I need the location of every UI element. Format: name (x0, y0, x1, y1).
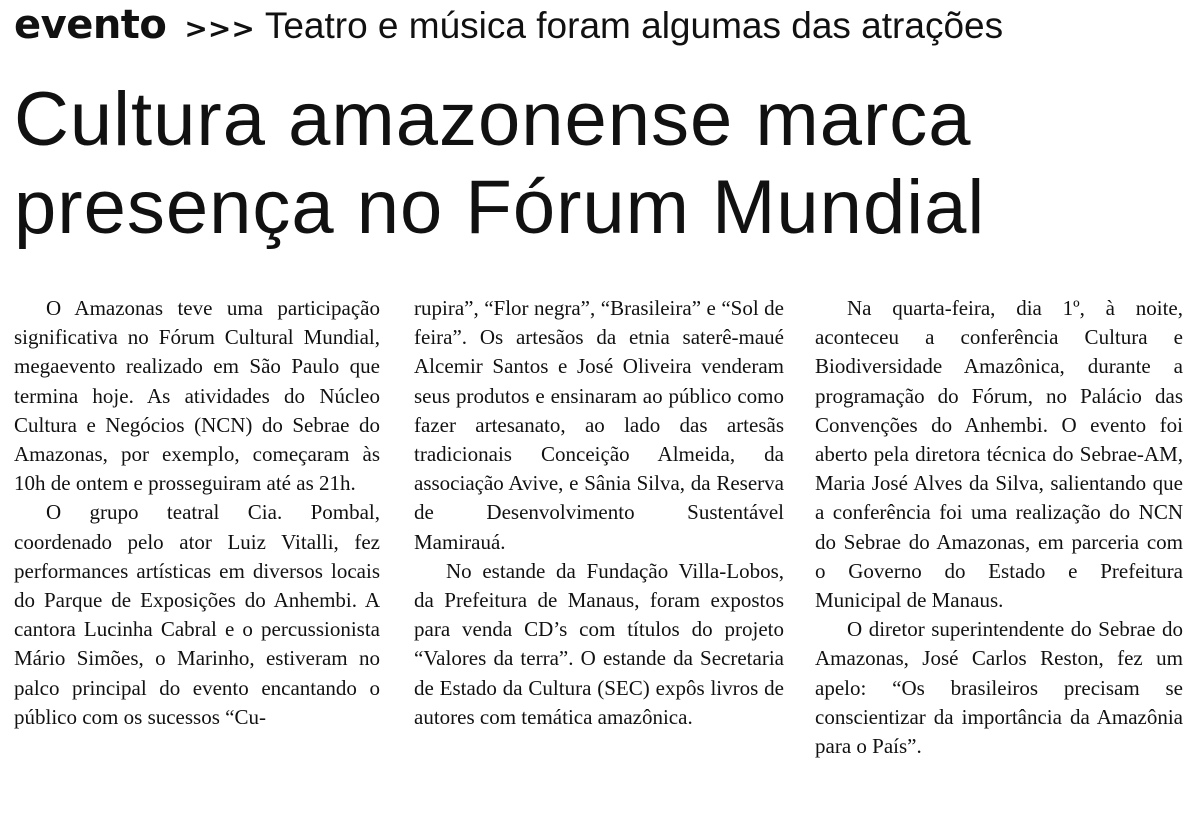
article-column-1 (14, 294, 380, 732)
section-kicker (14, 2, 1003, 48)
paragraph: rupira”, “Flor negra”, “Brasileira” e “Sol de feira”. Os artesãos da etnia saterê-maué Alcemir Santos e José Oliveira venderam seus produtos e ensinaram ao público como fazer artesanato, ao lado das artesãs tradicionais Conceição Almeida, da associação Avive, e Sânia Silva, da Reserva de Desenvolvimento Sustentável Mamirauá. (414, 296, 784, 554)
article-headline (14, 76, 1179, 252)
paragraph: No estande da Fundação Villa-Lobos, da Prefeitura de Manaus, foram expostos para venda CD’s com títulos do projeto “Valores da terra”. O estande da Secretaria de Estado da Cultura (SEC) expôs livros de autores com temática amazônica. (414, 558, 784, 729)
paragraph: O grupo teatral Cia. Pombal, coordenado pelo ator Luiz Vitalli, fez performances artísticas em diversos locais do Parque de Exposições do Anhembi. A cantora Lucinha Cabral e o percussionista Mário Simões, o Marinho, estiveram no palco principal do evento encantando o público com os sucessos “Cu- (14, 500, 380, 729)
paragraph: O Amazonas teve uma participação significativa no Fórum Cultural Mundial, megaevento realizado em São Paulo que termina hoje. As atividades do Núcleo Cultura e Negócios (NCN) do Sebrae do Amazonas, por exemplo, começaram às 10h de ontem e prosseguiram até as 21h. (14, 296, 380, 496)
kicker-subtitle: Teatro e música foram algumas das atrações (264, 5, 1004, 46)
paragraph: Na quarta-feira, dia 1º, à noite, aconteceu a conferência Cultura e Biodiversidade Amazônica, durante a programação do Fórum, no Palácio das Convenções do Anhembi. O evento foi aberto pela diretora técnica do Sebrae-AM, Maria José Alves da Silva, salientando que a conferência foi uma realização do NCN do Sebrae do Amazonas, em parceria com o Governo do Estado e Prefeitura Municipal de Manaus. (815, 296, 1183, 613)
headline-line-2: presença no Fórum Mundial (14, 165, 986, 250)
kicker-arrows: >>> (184, 12, 255, 45)
headline-line-1: Cultura amazonense marca (14, 77, 972, 162)
article-column-2 (414, 294, 784, 732)
paragraph: O diretor superintendente do Sebrae do Amazonas, José Carlos Reston, fez um apelo: “Os brasileiros precisam se conscientizar da importância da Amazônia para o País”. (815, 617, 1183, 759)
section-tag: evento (14, 2, 167, 48)
article-column-3 (815, 294, 1183, 761)
